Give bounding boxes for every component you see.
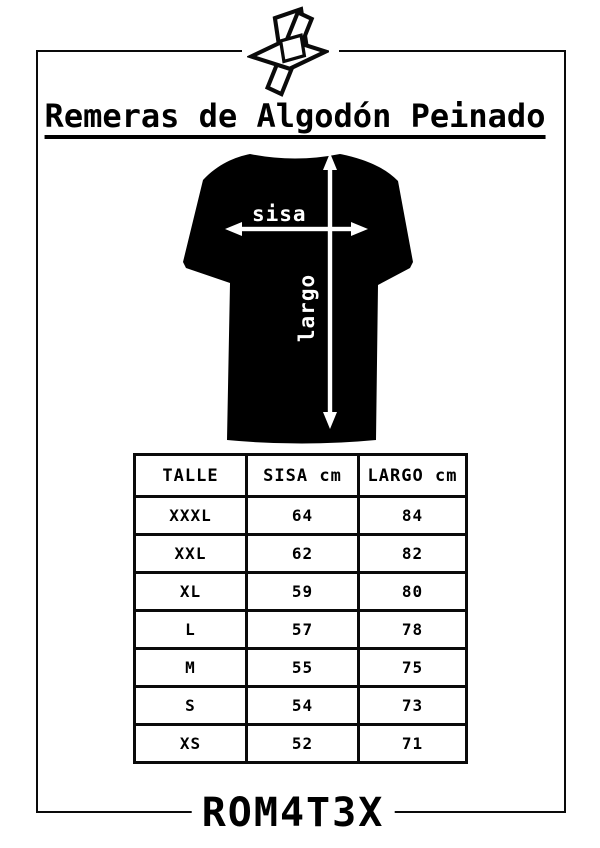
cell-sisa: 54 xyxy=(247,687,359,725)
sisa-label: sisa xyxy=(252,202,307,226)
cell-sisa: 59 xyxy=(247,573,359,611)
table-header-row xyxy=(135,455,467,497)
header-talle: TALLE xyxy=(135,455,247,497)
cell-talle: XL xyxy=(135,573,247,611)
cell-talle: XXXL xyxy=(135,497,247,535)
table-row xyxy=(135,687,467,725)
cell-sisa: 55 xyxy=(247,649,359,687)
table-row xyxy=(135,649,467,687)
table-row xyxy=(135,573,467,611)
cell-sisa: 57 xyxy=(247,611,359,649)
cell-talle: XXL xyxy=(135,535,247,573)
cell-largo: 82 xyxy=(359,535,467,573)
cell-largo: 73 xyxy=(359,687,467,725)
cell-sisa: 62 xyxy=(247,535,359,573)
table-row xyxy=(135,725,467,763)
cell-largo: 84 xyxy=(359,497,467,535)
largo-label: largo xyxy=(294,273,319,343)
size-table xyxy=(133,453,468,764)
brand-name: ROM4T3X xyxy=(192,793,395,833)
cell-sisa: 64 xyxy=(247,497,359,535)
cell-largo: 71 xyxy=(359,725,467,763)
cell-sisa: 52 xyxy=(247,725,359,763)
table-row xyxy=(135,497,467,535)
page-title: Remeras de Algodón Peinado xyxy=(45,99,546,139)
origami-star-logo-icon xyxy=(247,5,329,99)
cell-talle: M xyxy=(135,649,247,687)
cell-largo: 78 xyxy=(359,611,467,649)
cell-talle: XS xyxy=(135,725,247,763)
cell-talle: L xyxy=(135,611,247,649)
header-sisa: SISA cm xyxy=(247,455,359,497)
table-row xyxy=(135,611,467,649)
cell-largo: 75 xyxy=(359,649,467,687)
table-row xyxy=(135,535,467,573)
header-largo: LARGO cm xyxy=(359,455,467,497)
cell-largo: 80 xyxy=(359,573,467,611)
cell-talle: S xyxy=(135,687,247,725)
